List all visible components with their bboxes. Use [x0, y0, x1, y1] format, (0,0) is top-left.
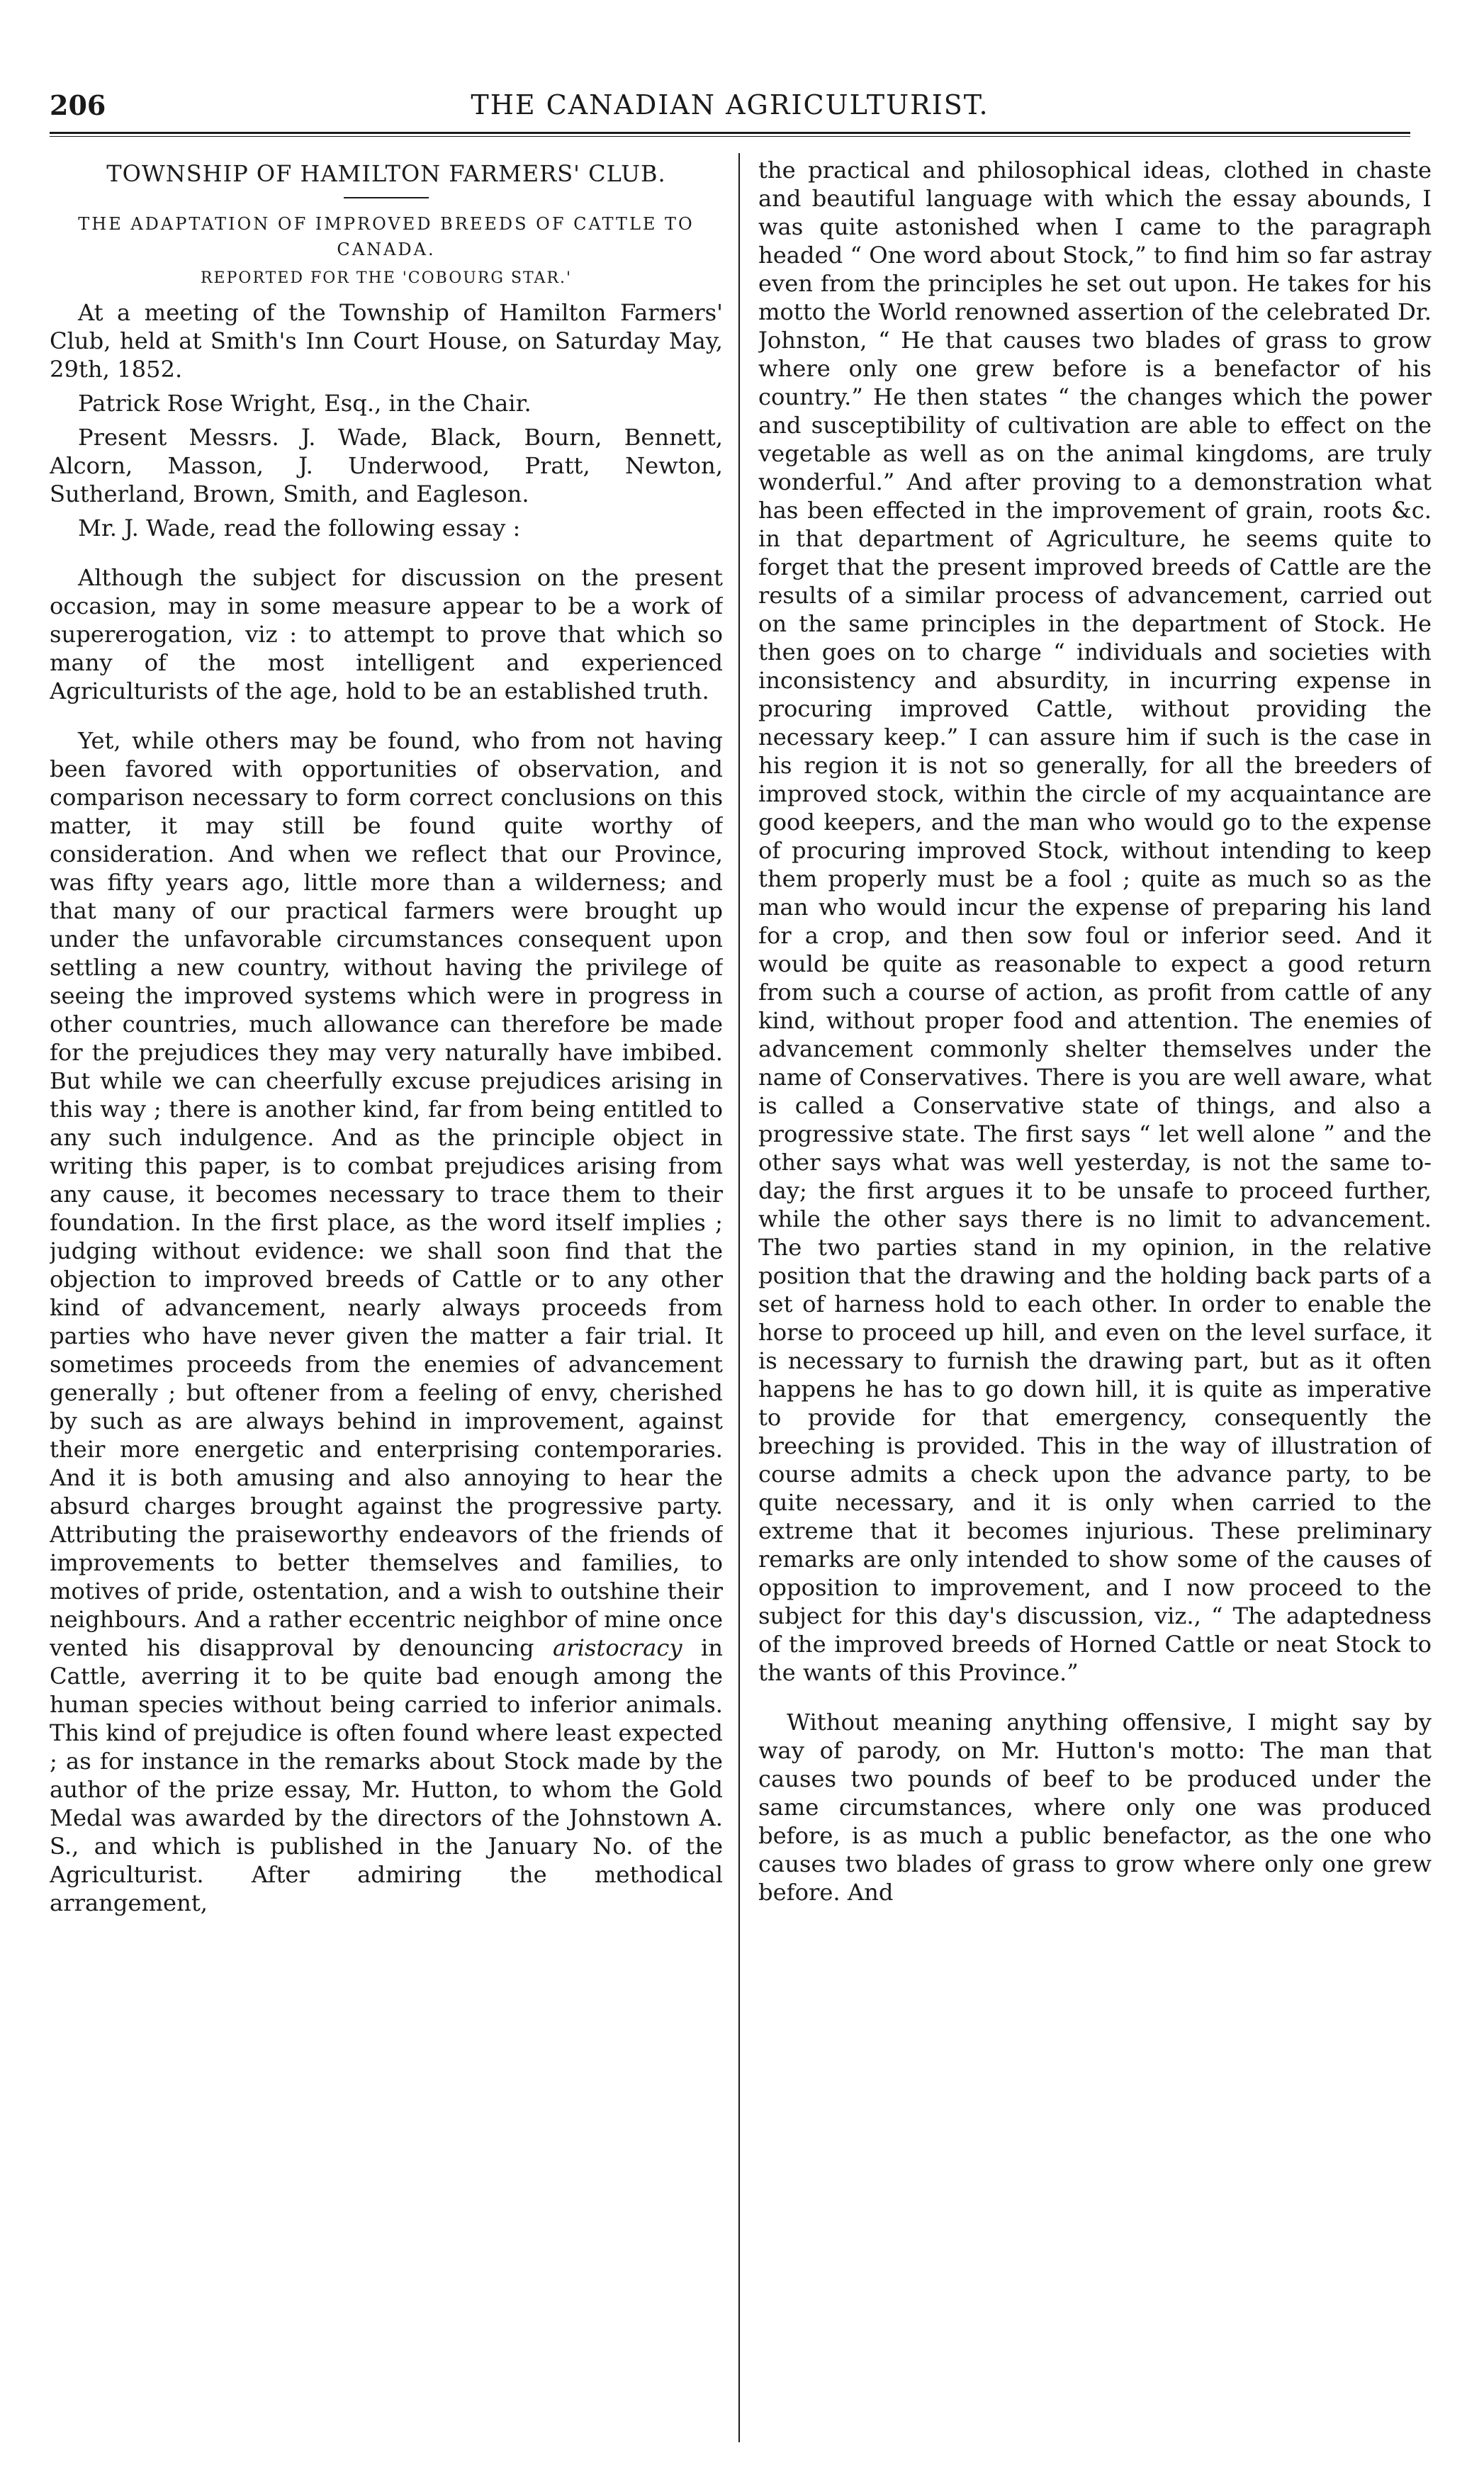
column-left: [50, 156, 723, 2438]
title-divider: [344, 197, 429, 198]
page-header: [50, 85, 1410, 142]
present-paragraph: Present Messrs. J. Wade, Black, Bourn, Bennett, Alcorn, Masson, J. Underwood, Pratt, Newton, Sutherland, Brown, Smith, and Eagleson.: [50, 424, 723, 507]
essay-paragraph-4: Without meaning anything offensive, I might say by way of parody, on Mr. Hutton's motto: The man that causes two pounds of beef to be produced under the same circumstances, where only one was produced before, is as much a public benefactor, as the one who causes two blades of grass to grow where only one grew before. And: [758, 1709, 1432, 1906]
essay-paragraph-2: [50, 726, 723, 1917]
reported-credit: REPORTED FOR THE 'COBOURG STAR.': [200, 269, 572, 287]
essay-paragraph-1: Although the subject for discussion on the present occasion, may in some measure appear to be a work of supererogation, viz : to attempt to prove that which so many of the most intelligent and experienced Agriculturists of the age, hold to be an established truth.: [50, 564, 723, 704]
header-rule-thin: [50, 136, 1410, 137]
header-rule: [50, 132, 1410, 134]
essay-paragraph-2-part-b: in Cattle, averring it to be quite bad enough among the human species without being carried to inferior animals. This kind of prejudice is often found where least expected ; as for instance in the remarks about Stock made by the author of the prize essay, Mr. Hutton, to whom the Gold Medal was awarded by the directors of the Johnstown A. S., and which is published in the January No. of the Agriculturist. After admiring the methodical arrangement,: [50, 1634, 723, 1916]
italic-aristocracy: aristocracy: [553, 1634, 682, 1661]
reader-paragraph: Mr. J. Wade, read the following essay :: [78, 515, 521, 541]
meeting-paragraph: At a meeting of the Township of Hamilton Farmers' Club, held at Smith's Inn Court House, on Saturday May, 29th, 1852.: [50, 299, 723, 383]
article-subtitle: THE ADAPTATION OF IMPROVED BREEDS OF CATTLE TO CANADA.: [78, 214, 695, 259]
running-title: THE CANADIAN AGRICULTURIST.: [471, 89, 989, 120]
chair-paragraph: Patrick Rose Wright, Esq., in the Chair.: [78, 390, 532, 417]
page-number: 206: [50, 89, 106, 121]
column-right: [758, 156, 1432, 2438]
article-title: TOWNSHIP OF HAMILTON FARMERS' CLUB.: [106, 160, 666, 187]
column-divider: [738, 153, 740, 2442]
page: [50, 85, 1432, 2438]
essay-paragraph-3: the practical and philosophical ideas, clothed in chaste and beautiful language with which the essay abounds, I was quite astonished when I came to the paragraph headed “ One word about Stock,” to find him so far astray even from the principles he set out upon. He takes for his motto the World renowned assertion of the celebrated Dr. Johnston, “ He that causes two blades of grass to grow where only one grew before is a benefactor of his country.” He then states “ the changes which the power and susceptibility of cultivation are able to effect on the vegetable as well as on the animal kingdoms, are truly wonderful.” And after proving to a demonstration what has been effected in the improvement of grain, roots &c. in that department of Agriculture, he seems quite to forget that the present improved breeds of Cattle are the results of a similar process of advancement, carried out on the same principles in the department of Stock. He then goes on to charge “ individuals and societies with inconsistency and absurdity, in incurring expense in procuring improved Cattle, without providing the necessary keep.” I can assure him if such is the case in his region it is not so generally, for all the breeders of improved stock, within the circle of my acquaintance are good keepers, and the man who would go to the expense of procuring improved Stock, without intending to keep them properly must be a fool ; quite as much so as the man who would incur the expense of preparing his land for a crop, and then sow foul or inferior seed. And it would be quite as reasonable to expect a good return from such a course of action, as profit from cattle of any kind, without proper food and attention. The enemies of advancement commonly shelter themselves under the name of Conservatives. There is you are well aware, what is called a Conservative state of things, and also a progressive state. The first says “ let well alone ” and the other says what was well yesterday, is not the same to-day; the first argues it to be unsafe to proceed further, while the other says there is no limit to advancement. The two parties stand in my opinion, in the relative position that the drawing and the holding back parts of a set of harness hold to each other. In order to enable the horse to proceed up hill, and even on the level surface, it is necessary to furnish the drawing part, but as it often happens he has to go down hill, it is quite as imperative to provide for that emergency, consequently the breeching is provided. This in the way of illustration of course admits a check upon the advance party, to be quite necessary, and it is only when carried to the extreme that it becomes injurious. These preliminary remarks are only intended to show some of the causes of opposition to improvement, and I now proceed to the subject for this day's discussion, viz., “ The adaptedness of the improved breeds of Horned Cattle or neat Stock to the wants of this Province.”: [758, 157, 1432, 1686]
essay-paragraph-2-part-a: Yet, while others may be found, who from not having been favored with opportunities of observation, and comparison necessary to form correct conclusions on this matter, it may still be found quite worthy of consideration. And when we reflect that our Province, was fifty years ago, little more than a wilderness; and that many of our practical farmers were brought up under the unfavorable circumstances consequent upon settling a new country, without having the privilege of seeing the improved systems which were in progress in other countries, much allowance can therefore be made for the prejudices they may very naturally have imbibed. But while we can cheerfully excuse prejudices arising in this way ; there is another kind, far from being entitled to any such indulgence. And as the principle object in writing this paper, is to combat prejudices arising from any cause, it becomes necessary to trace them to their foundation. In the first place, as the word itself implies ; judging without evidence: we shall soon find that the objection to improved breeds of Cattle or to any other kind of advancement, nearly always proceeds from parties who have never given the matter a fair trial. It sometimes proceeds from the enemies of advancement generally ; but oftener from a feeling of envy, cherished by such as are always behind in improvement, against their more energetic and enterprising contemporaries. And it is both amusing and also annoying to hear the absurd charges brought against the progressive party. Attributing the praiseworthy endeavors of the friends of improvements to better themselves and families, to motives of pride, ostentation, and a wish to outshine their neighbours. And a rather eccentric neighbor of mine once vented his disapproval by denouncing: [50, 727, 723, 1661]
